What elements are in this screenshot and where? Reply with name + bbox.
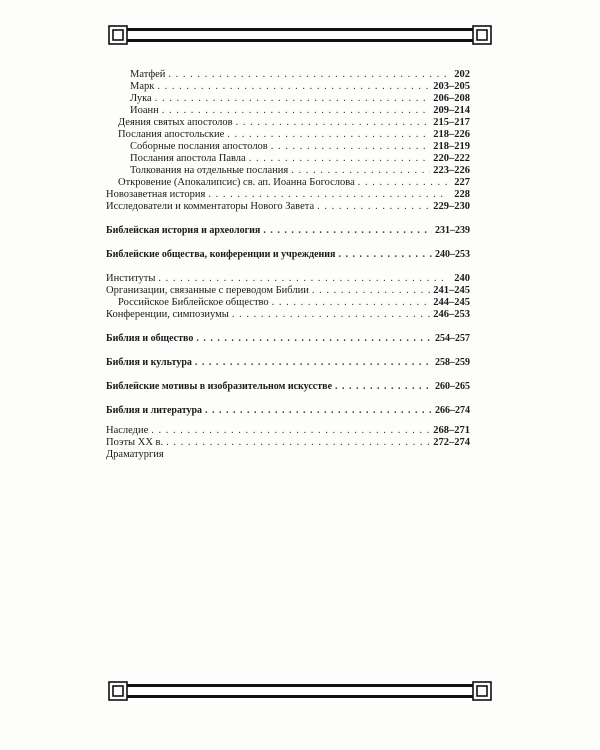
toc-section-society[interactable]: Библия и общество . . . 254–257 [106, 333, 470, 345]
toc-entry-page: 246–253 [433, 309, 470, 320]
toc-entry-page: 228 [454, 189, 470, 200]
toc-entry-title: Поэты XX в. [106, 437, 164, 448]
dot-leader [151, 425, 430, 437]
toc-entry[interactable] [106, 153, 470, 165]
top-ornamental-frame [108, 25, 492, 45]
toc-entry-title: Толкования на отдельные послания [130, 165, 289, 176]
toc-entry-title: Послания апостола Павла [130, 153, 246, 164]
toc-entry-title: Деяния святых апостолов [118, 117, 233, 128]
dot-leader [236, 117, 431, 129]
toc-entry-title: Марк [130, 81, 155, 92]
toc-entry-page: 227 [454, 177, 470, 188]
toc-entry[interactable] [106, 141, 470, 153]
toc-entry[interactable] [106, 117, 470, 129]
toc-entry-page: 272–274 [433, 437, 470, 448]
toc-section-art[interactable]: Библейские мотивы в изобразительном искусстве . . . 260–265 [106, 381, 470, 393]
dot-leader [291, 165, 430, 177]
toc-entry-page: 244–245 [433, 297, 470, 308]
toc-entry[interactable] [106, 285, 470, 297]
toc-entry[interactable] [106, 177, 470, 189]
toc-entry-title: Иоанн [130, 105, 159, 116]
toc-entry[interactable] [106, 81, 470, 93]
toc-entry[interactable] [106, 425, 470, 437]
toc-entry[interactable] [106, 165, 470, 177]
toc-entry-title: Матфей [130, 69, 166, 80]
toc-entry-page: 240 [454, 273, 470, 284]
toc-entry[interactable] [106, 69, 470, 81]
toc-entry-page: 229–230 [433, 201, 470, 212]
toc-entry[interactable] [106, 437, 470, 449]
dot-leader [208, 189, 447, 201]
bottom-ornamental-frame [108, 681, 492, 701]
toc-entry-title: Послания апостольские [118, 129, 225, 140]
toc-entry-title: Драматургия [106, 449, 164, 460]
toc-entry-page: 218–226 [433, 129, 470, 140]
toc-entry-title: Соборные послания апостолов [130, 141, 268, 152]
toc-entry-page: 202 [454, 69, 470, 80]
toc-section-societies[interactable]: Библейские общества, конференции и учреждения . . . 240–253 [106, 249, 470, 261]
toc-entry-page: 218–219 [433, 141, 470, 152]
toc-entry-title: Организации, связанные с переводом Библии [106, 285, 309, 296]
toc-entry-title: Наследие [106, 425, 149, 436]
toc-section-literature[interactable]: Библия и литература . . . 266–274 [106, 405, 470, 417]
dot-leader [317, 201, 430, 213]
toc-entry-title: Российское Библейское общество [118, 297, 269, 308]
dot-leader [155, 93, 431, 105]
toc-entry[interactable] [106, 129, 470, 141]
toc-entry[interactable] [106, 105, 470, 117]
toc-entry[interactable] [106, 273, 470, 285]
dot-leader [227, 129, 430, 141]
toc-entry-page: 223–226 [433, 165, 470, 176]
dot-leader [232, 309, 430, 321]
toc-entry-title: Институты [106, 273, 156, 284]
dot-leader [249, 153, 431, 165]
toc-entry-title: Конференции, симпозиумы [106, 309, 229, 320]
toc-entry[interactable] [106, 309, 470, 321]
toc-entry[interactable] [106, 297, 470, 309]
toc-entry-page: 215–217 [433, 117, 470, 128]
toc-entry[interactable] [106, 449, 470, 461]
dot-leader [162, 105, 431, 117]
dot-leader [168, 69, 447, 81]
toc-entry-title: Исследователи и комментаторы Нового Завета [106, 201, 315, 212]
toc-entry[interactable] [106, 93, 470, 105]
dot-leader [272, 297, 431, 309]
toc-entry-title: Лука [130, 93, 152, 104]
toc-entry-page: 241–245 [433, 285, 470, 296]
toc-entry-page: 268–271 [433, 425, 470, 436]
toc-entry-page: 220–222 [433, 153, 470, 164]
dot-leader [166, 437, 430, 449]
dot-leader [312, 285, 430, 297]
toc-entry-page: 206–208 [433, 93, 470, 104]
dot-leader [271, 141, 430, 153]
toc-entry[interactable] [106, 189, 470, 201]
toc-entry-page: 209–214 [433, 105, 470, 116]
toc-entry-title: Новозаветная история [106, 189, 206, 200]
toc-section-culture[interactable]: Библия и культура . . . 258–259 [106, 357, 470, 369]
table-of-contents [106, 69, 470, 461]
toc-entry[interactable] [106, 201, 470, 213]
toc-entry-page: 203–205 [433, 81, 470, 92]
toc-section-history[interactable]: Библейская история и археология . . . 231–239 [106, 225, 470, 237]
dot-leader [157, 81, 430, 93]
dot-leader [158, 273, 447, 285]
toc-entry-title: Откровение (Апокалипсис) св. ап. Иоанна Богослова [118, 177, 355, 188]
dot-leader [358, 177, 447, 189]
